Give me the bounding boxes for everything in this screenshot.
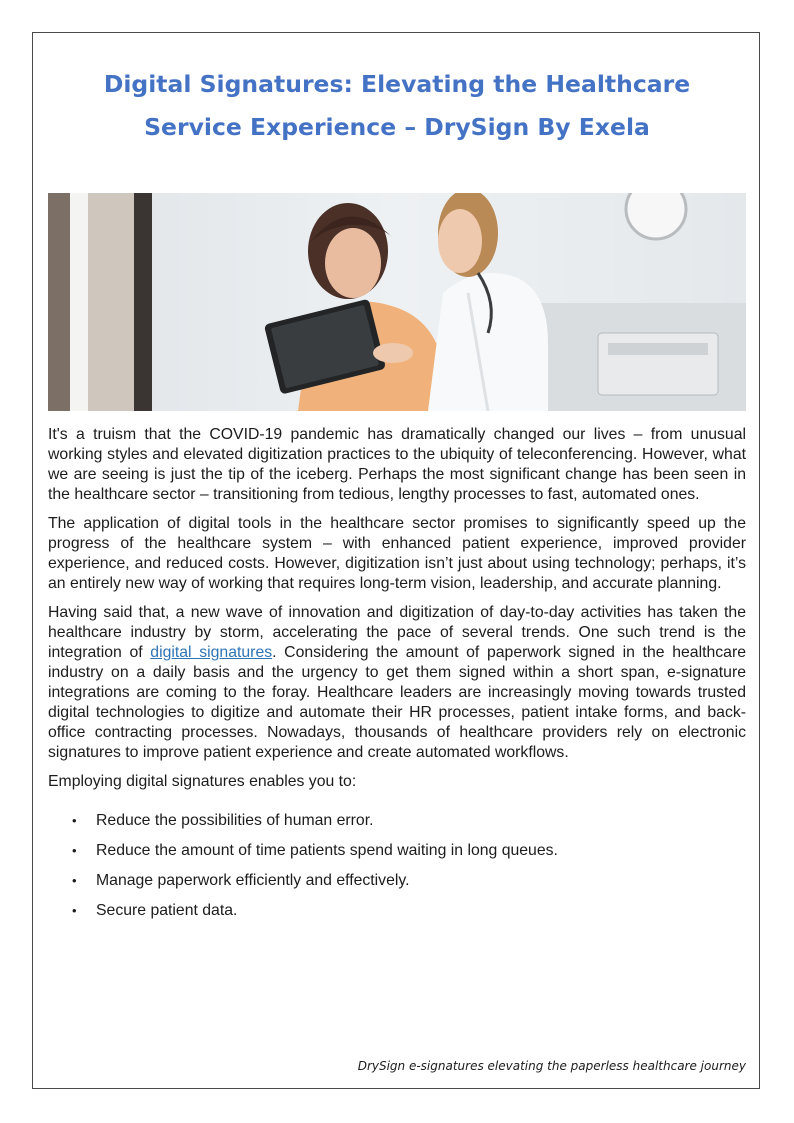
- footer-caption: DrySign e-signatures elevating the paperless healthcare journey: [357, 1059, 746, 1073]
- digital-signatures-link[interactable]: digital signatures: [150, 644, 273, 661]
- paragraph-digital-tools: The application of digital tools in the healthcare sector promises to significantly speed up the progress of the healthcare system – with enhanced patient experience, improved provider experience, and reduced costs. However, digitization isn’t just about using technology; perhaps, it’s an entirely new way of working that requires long-term vision, leadership, and accurate planning.: [48, 515, 746, 592]
- list-item: [48, 811, 746, 841]
- paragraph-benefits-intro: Employing digital signatures enables you to:: [48, 773, 357, 790]
- bullet-icon: •: [72, 843, 77, 858]
- list-item: [48, 841, 746, 871]
- benefits-list: [48, 811, 746, 931]
- bullet-icon: •: [72, 813, 77, 828]
- list-item: [48, 871, 746, 901]
- list-item-text: Manage paperwork efficiently and effectively.: [96, 872, 410, 889]
- paragraph-intro: It's a truism that the COVID-19 pandemic has dramatically changed our lives – from unusual working styles and elevated digitization practices to the ubiquity of teleconferencing. However, what we are seeing is just the tip of the iceberg. Perhaps the most significant change has been seen in the healthcare sector – transitioning from tedious, lengthy processes to fast, automated ones.: [48, 426, 746, 503]
- article-body: [48, 425, 746, 931]
- bullet-icon: •: [72, 873, 77, 888]
- page-title: Digital Signatures: Elevating the Healthcare Service Experience – DrySign By Exela: [103, 70, 691, 141]
- bullet-icon: •: [72, 903, 77, 918]
- list-item-text: Secure patient data.: [96, 902, 238, 919]
- paragraph-trend-text-after: . Considering the amount of paperwork signed in the healthcare industry on a daily basis and the urgency to get them signed within a short span, e-signature integrations are coming to the foray. Healthcare leaders are increasingly moving towards trusted digital technologies to digitize and automate their HR processes, patient intake forms, and back-office contracting processes. Nowadays, thousands of healthcare providers rely on electronic signatures to improve patient experience and create automated workflows.: [48, 644, 746, 761]
- list-item-text: Reduce the amount of time patients spend waiting in long queues.: [96, 842, 558, 859]
- paragraph-trend: [48, 603, 746, 763]
- paragraph-trend-text-before: Having said that, a new wave of innovation and digitization of day-to-day activities has taken the healthcare industry by storm, accelerating the pace of several trends. One such trend is the integration of: [48, 604, 746, 661]
- list-item: [48, 901, 746, 931]
- hero-photo-doctor-and-patient: [48, 193, 746, 411]
- list-item-text: Reduce the possibilities of human error.: [96, 812, 374, 829]
